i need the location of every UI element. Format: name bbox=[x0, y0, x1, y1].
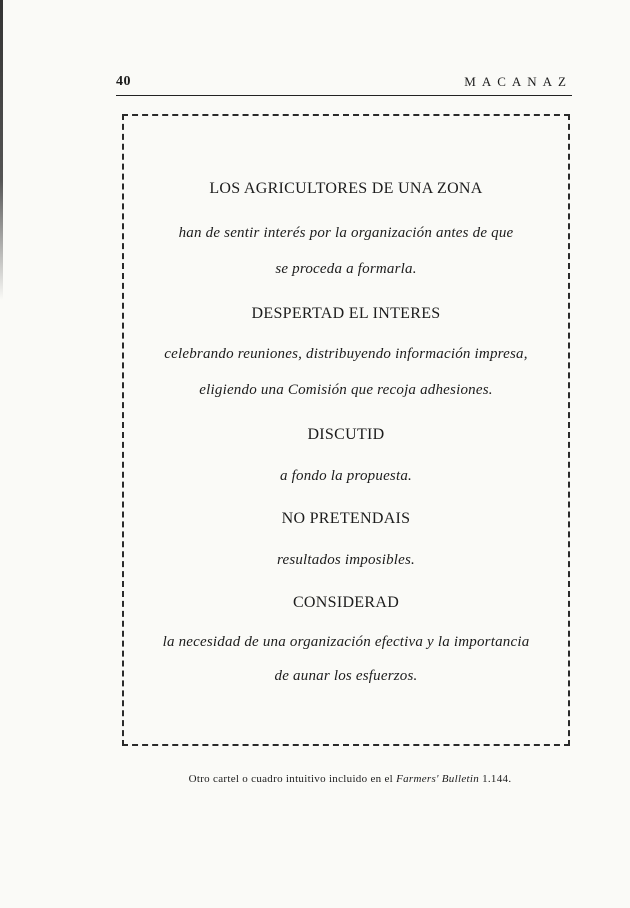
poster-text-propuesta: a fondo la propuesta. bbox=[280, 468, 412, 484]
poster-text-resultados: resultados imposibles. bbox=[276, 552, 416, 568]
header-rule bbox=[116, 95, 572, 96]
poster-headline-despertad: DESPERTAD EL INTERES bbox=[251, 305, 441, 322]
poster-headline-considerad: CONSIDERAD bbox=[292, 594, 400, 611]
caption-number: 1.144. bbox=[482, 773, 512, 785]
poster-text-formarla: se proceda a formarla. bbox=[275, 261, 417, 277]
page-number: 40 bbox=[116, 74, 131, 89]
poster-text-comision: eligiendo una Comisión que recoja adhesiones. bbox=[199, 382, 493, 398]
figure-caption bbox=[100, 773, 600, 785]
poster-headline-agricultores: LOS AGRICULTORES DE UNA ZONA bbox=[209, 180, 483, 197]
poster-text-esfuerzos: de aunar los esfuerzos. bbox=[274, 668, 418, 684]
poster-text-organizacion: la necesidad de una organización efectiva y la importancia bbox=[162, 634, 530, 650]
running-head: MACANAZ bbox=[464, 74, 572, 89]
caption-publication: Farmers' Bulletin bbox=[396, 773, 480, 785]
poster-text-interes: han de sentir interés por la organización antes de que bbox=[178, 225, 514, 241]
poster-headline-discutid: DISCUTID bbox=[307, 426, 385, 443]
poster-text-reuniones: celebrando reuniones, distribuyendo información impresa, bbox=[164, 346, 528, 362]
page-spine-shadow bbox=[0, 0, 3, 300]
caption-text: Otro cartel o cuadro intuitivo incluido en el bbox=[188, 773, 394, 785]
poster-headline-no-pretendais: NO PRETENDAIS bbox=[281, 510, 411, 527]
